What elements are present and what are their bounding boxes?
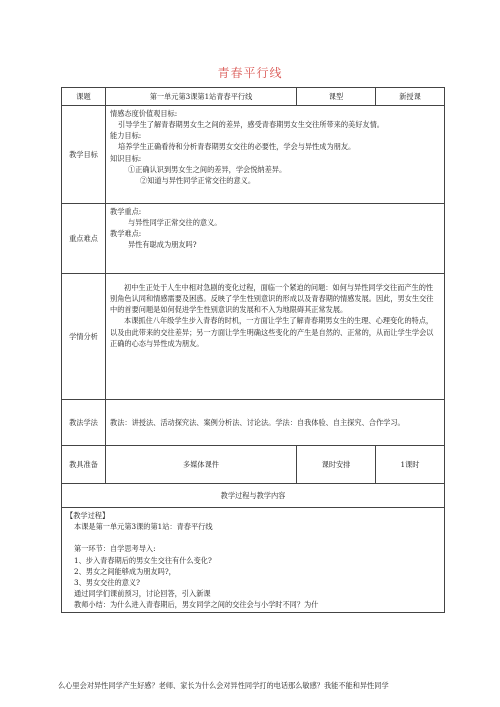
process-line: 第一环节：自学思考导入: xyxy=(74,544,156,554)
preparation-label: 教具准备 xyxy=(62,446,106,484)
process-line: 2、男女之间能够成为朋友吗?， xyxy=(74,566,176,576)
topic-value: 第一单元第3课第1站青春平行线 xyxy=(106,88,297,106)
row-key-points xyxy=(62,204,445,274)
process-line: 3、男女交往的意义? xyxy=(74,577,140,587)
key-point-line: 与异性同学正常交往的意义。 xyxy=(128,218,222,228)
row-methods xyxy=(62,400,445,446)
preparation-value: 多媒体课件 xyxy=(106,446,297,484)
objective-line: 情感态度价值观目标: xyxy=(110,109,178,118)
objective-line: 知识目标: xyxy=(110,153,142,163)
objectives-content xyxy=(106,106,445,204)
process-header: 教学过程与教学内容 xyxy=(62,484,445,508)
analysis-paragraph: 初中生正处于人生中相对急剧的变化过程，面临一个紧迫的问题：如何与异性同学交往而产生的性别角色认同和情感需要及困惑。反映了学生性别意识的形成以及青春期的情感发展。因此，男女生交往中的首要问题是如何促进学生性别意识的发展和不入为地限碍其正常发展。 xyxy=(110,283,434,315)
objective-line: 培养学生正确看待和分析青春期男女交往的必要性，学会与异性成为朋友。 xyxy=(118,142,356,152)
objective-line: ①正确认识到男女生之间的差异，学会悦纳差异。 xyxy=(128,164,287,174)
row-objectives xyxy=(62,106,445,204)
key-points-content xyxy=(106,204,445,274)
lesson-plan-table xyxy=(61,87,445,613)
process-line: 教师小结：为什么进入青春期后，男女同学之间的交往会与小学时不同？为什 xyxy=(74,600,319,610)
key-points-label: 重点难点 xyxy=(62,204,106,274)
process-line: 通过同学们课前预习，讨论回答，引入新课 xyxy=(74,589,211,599)
analysis-content xyxy=(106,274,445,400)
key-point-line: 教学难点: xyxy=(110,229,142,239)
document-title: 青春平行线 xyxy=(217,66,283,80)
objective-line: 能力目标: xyxy=(110,131,142,141)
row-preparation xyxy=(62,446,445,484)
schedule-value: 1课时 xyxy=(376,446,445,484)
row-analysis xyxy=(62,274,445,400)
process-content xyxy=(62,508,445,613)
row-process-header xyxy=(62,484,445,508)
process-line: 【教学过程】 xyxy=(66,511,110,520)
lesson-type-value: 新授课 xyxy=(376,88,445,106)
key-point-line: 教学重点: xyxy=(110,207,142,216)
process-line: 1、步入青春期后的男女生交往有什么变化? xyxy=(74,555,212,565)
objective-line: ②知道与异性同学正常交往的意义。 xyxy=(140,175,256,185)
analysis-label: 学情分析 xyxy=(62,274,106,400)
methods-content: 教法：讲授法、活动探究法、案例分析法、讨论法。学法：自我体验、自主探究、合作学习。 xyxy=(106,400,445,446)
row-topic xyxy=(62,88,445,106)
row-process xyxy=(62,508,445,613)
process-line: 本课是第一单元第3课的第1站：青春平行线 xyxy=(74,522,213,532)
schedule-label: 课时安排 xyxy=(297,446,376,484)
objective-line: 引导学生了解青春期男女生之间的差异，感受青春期男女生交往所带来的美好友情。 xyxy=(118,120,384,130)
page-bottom-text: 么心里会对异性同学产生好感？老师、家长为什么会对异性同学打的电话那么敏感？我能不能和异性同学 xyxy=(58,681,389,690)
analysis-paragraph: 本课抓住八年级学生步入青春的时机，一方面让学生了解青春期男女生的生理、心理变化的特点，以及由此带来的交往差异；另一方面让学生明确这些变化的产生是自然的、正常的，从而让学生学会以正确的心态与异性成为朋友。 xyxy=(110,316,434,348)
process-line xyxy=(66,532,440,543)
objectives-label: 教学目标 xyxy=(62,106,106,204)
topic-label: 课题 xyxy=(62,88,106,106)
methods-label: 教法学法 xyxy=(62,400,106,446)
lesson-type-label: 课型 xyxy=(297,88,376,106)
key-point-line: 异性有聪成为朋友吗? xyxy=(128,240,197,250)
